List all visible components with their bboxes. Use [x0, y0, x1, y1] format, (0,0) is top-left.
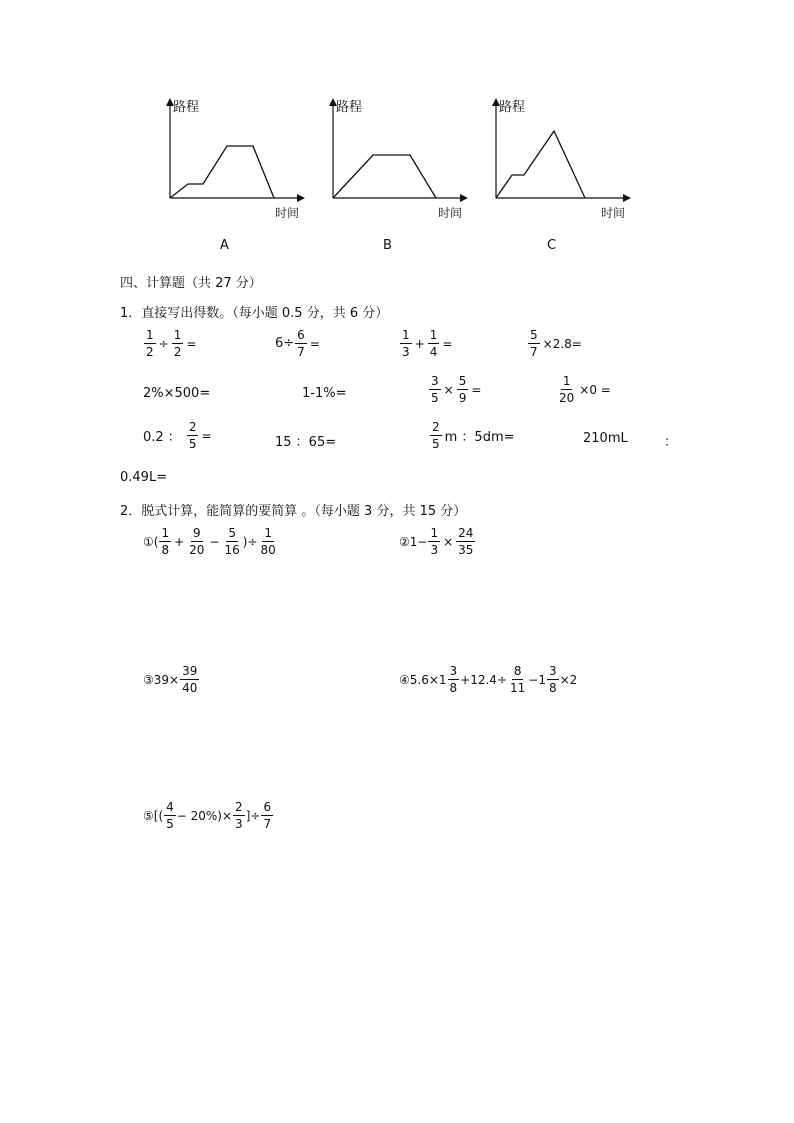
fraction: $\frac{1}{3}$ [402, 328, 410, 359]
fraction: $\frac{6}{7}$ [297, 328, 305, 359]
graph-a-x-label: 时间 [275, 206, 300, 220]
q1-r3-a: 0.2 ： $\frac{2}{5}$ = [143, 420, 212, 451]
fraction: $\frac{39}{40}$ [182, 664, 198, 695]
graph-c-caption: C [547, 238, 557, 253]
fraction: $\frac{3}{8}$ [548, 664, 557, 695]
graph-a [155, 96, 305, 226]
q1-r1-b: 6÷ $\frac{6}{7}$ = [275, 328, 320, 359]
q2-problem-1: ①( $\frac{1}{8}$ + $\frac{9}{20}$ − $\frac{5}{16}$ )÷ $\frac{1}{80}$ [143, 526, 276, 557]
fraction: $\frac{3}{8}$ [449, 664, 458, 695]
q2-problem-5: ⑤[( $\frac{4}{5}$ − 20%)× $\frac{2}{3}$ ]÷ $\frac{6}{7}$ [143, 800, 272, 831]
graph-c-x-label: 时间 [601, 206, 626, 220]
graph-b-y-label: 路程 [336, 100, 363, 115]
q2-title: 2．脱式计算，能简算的要简算 。（每小题 3 分，共 15 分） [120, 504, 467, 519]
fraction: $\frac{4}{5}$ [166, 800, 174, 831]
fraction: $\frac{5}{16}$ [224, 526, 240, 557]
q1-r3-d: 210mL [583, 431, 628, 446]
graph-b-x-label: 时间 [438, 206, 463, 220]
fraction: $\frac{2}{3}$ [235, 800, 243, 831]
fraction: $\frac{5}{7}$ [530, 328, 538, 359]
section-title: 四、计算题（共 27 分） [120, 276, 262, 291]
fraction: $\frac{1}{8}$ [161, 526, 170, 557]
fraction: $\frac{2}{5}$ [432, 420, 440, 451]
fraction: $\frac{9}{20}$ [189, 526, 205, 557]
fraction: $\frac{1}{20}$ [559, 374, 575, 405]
q1-r2-c: $\frac{3}{5}$ × $\frac{5}{9}$ = [431, 374, 482, 405]
fraction: $\frac{1}{4}$ [429, 328, 438, 359]
fraction: $\frac{1}{2}$ [173, 328, 182, 359]
q1-r1-d: $\frac{5}{7}$ ×2.8= [530, 328, 582, 359]
q1-r3-c: $\frac{2}{5}$ m ：5dm= [432, 420, 515, 451]
fraction: $\frac{8}{11}$ [510, 664, 526, 695]
q1-r1-a: $\frac{1}{2}$ ÷ $\frac{1}{2}$ = [146, 328, 197, 359]
fraction: $\frac{1}{2}$ [146, 328, 154, 359]
q1-r3-wrap: 0.49L= [120, 470, 168, 485]
fraction: $\frac{24}{35}$ [458, 526, 474, 557]
q1-r3-b: 15 ：65= [275, 435, 337, 450]
fraction: $\frac{2}{5}$ [188, 420, 197, 451]
q1-r2-a: 2%×500= [143, 386, 211, 401]
q1-title: 1．直接写出得数。（每小题 0.5 分，共 6 分） [120, 306, 389, 321]
graph-b-caption: B [383, 238, 392, 253]
fraction: $\frac{1}{3}$ [430, 526, 439, 557]
q1-r2-b: 1-1%= [302, 386, 347, 401]
graph-c [481, 96, 631, 226]
q2-problem-3: ③39× $\frac{39}{40}$ [143, 664, 198, 695]
graph-a-caption: A [220, 238, 229, 253]
q1-r3-d-colon: ： [664, 435, 678, 450]
fraction: $\frac{5}{9}$ [458, 374, 467, 405]
q2-problem-2: ②1− $\frac{1}{3}$ × $\frac{24}{35}$ [399, 526, 474, 557]
fraction: $\frac{6}{7}$ [263, 800, 272, 831]
fraction: $\frac{3}{5}$ [431, 374, 439, 405]
graph-c-y-label: 路程 [499, 100, 526, 115]
q1-r1-c: $\frac{1}{3}$ + $\frac{1}{4}$ = [402, 328, 453, 359]
q1-r2-d: $\frac{1}{20}$ ×0 = [559, 374, 611, 405]
fraction: $\frac{1}{80}$ [260, 526, 276, 557]
q2-problem-4: ④5.6×1 $\frac{3}{8}$ +12.4÷ $\frac{8}{11}$ −1 $\frac{3}{8}$ ×2 [399, 664, 578, 695]
graph-b [318, 96, 468, 226]
graph-a-y-label: 路程 [173, 100, 200, 115]
